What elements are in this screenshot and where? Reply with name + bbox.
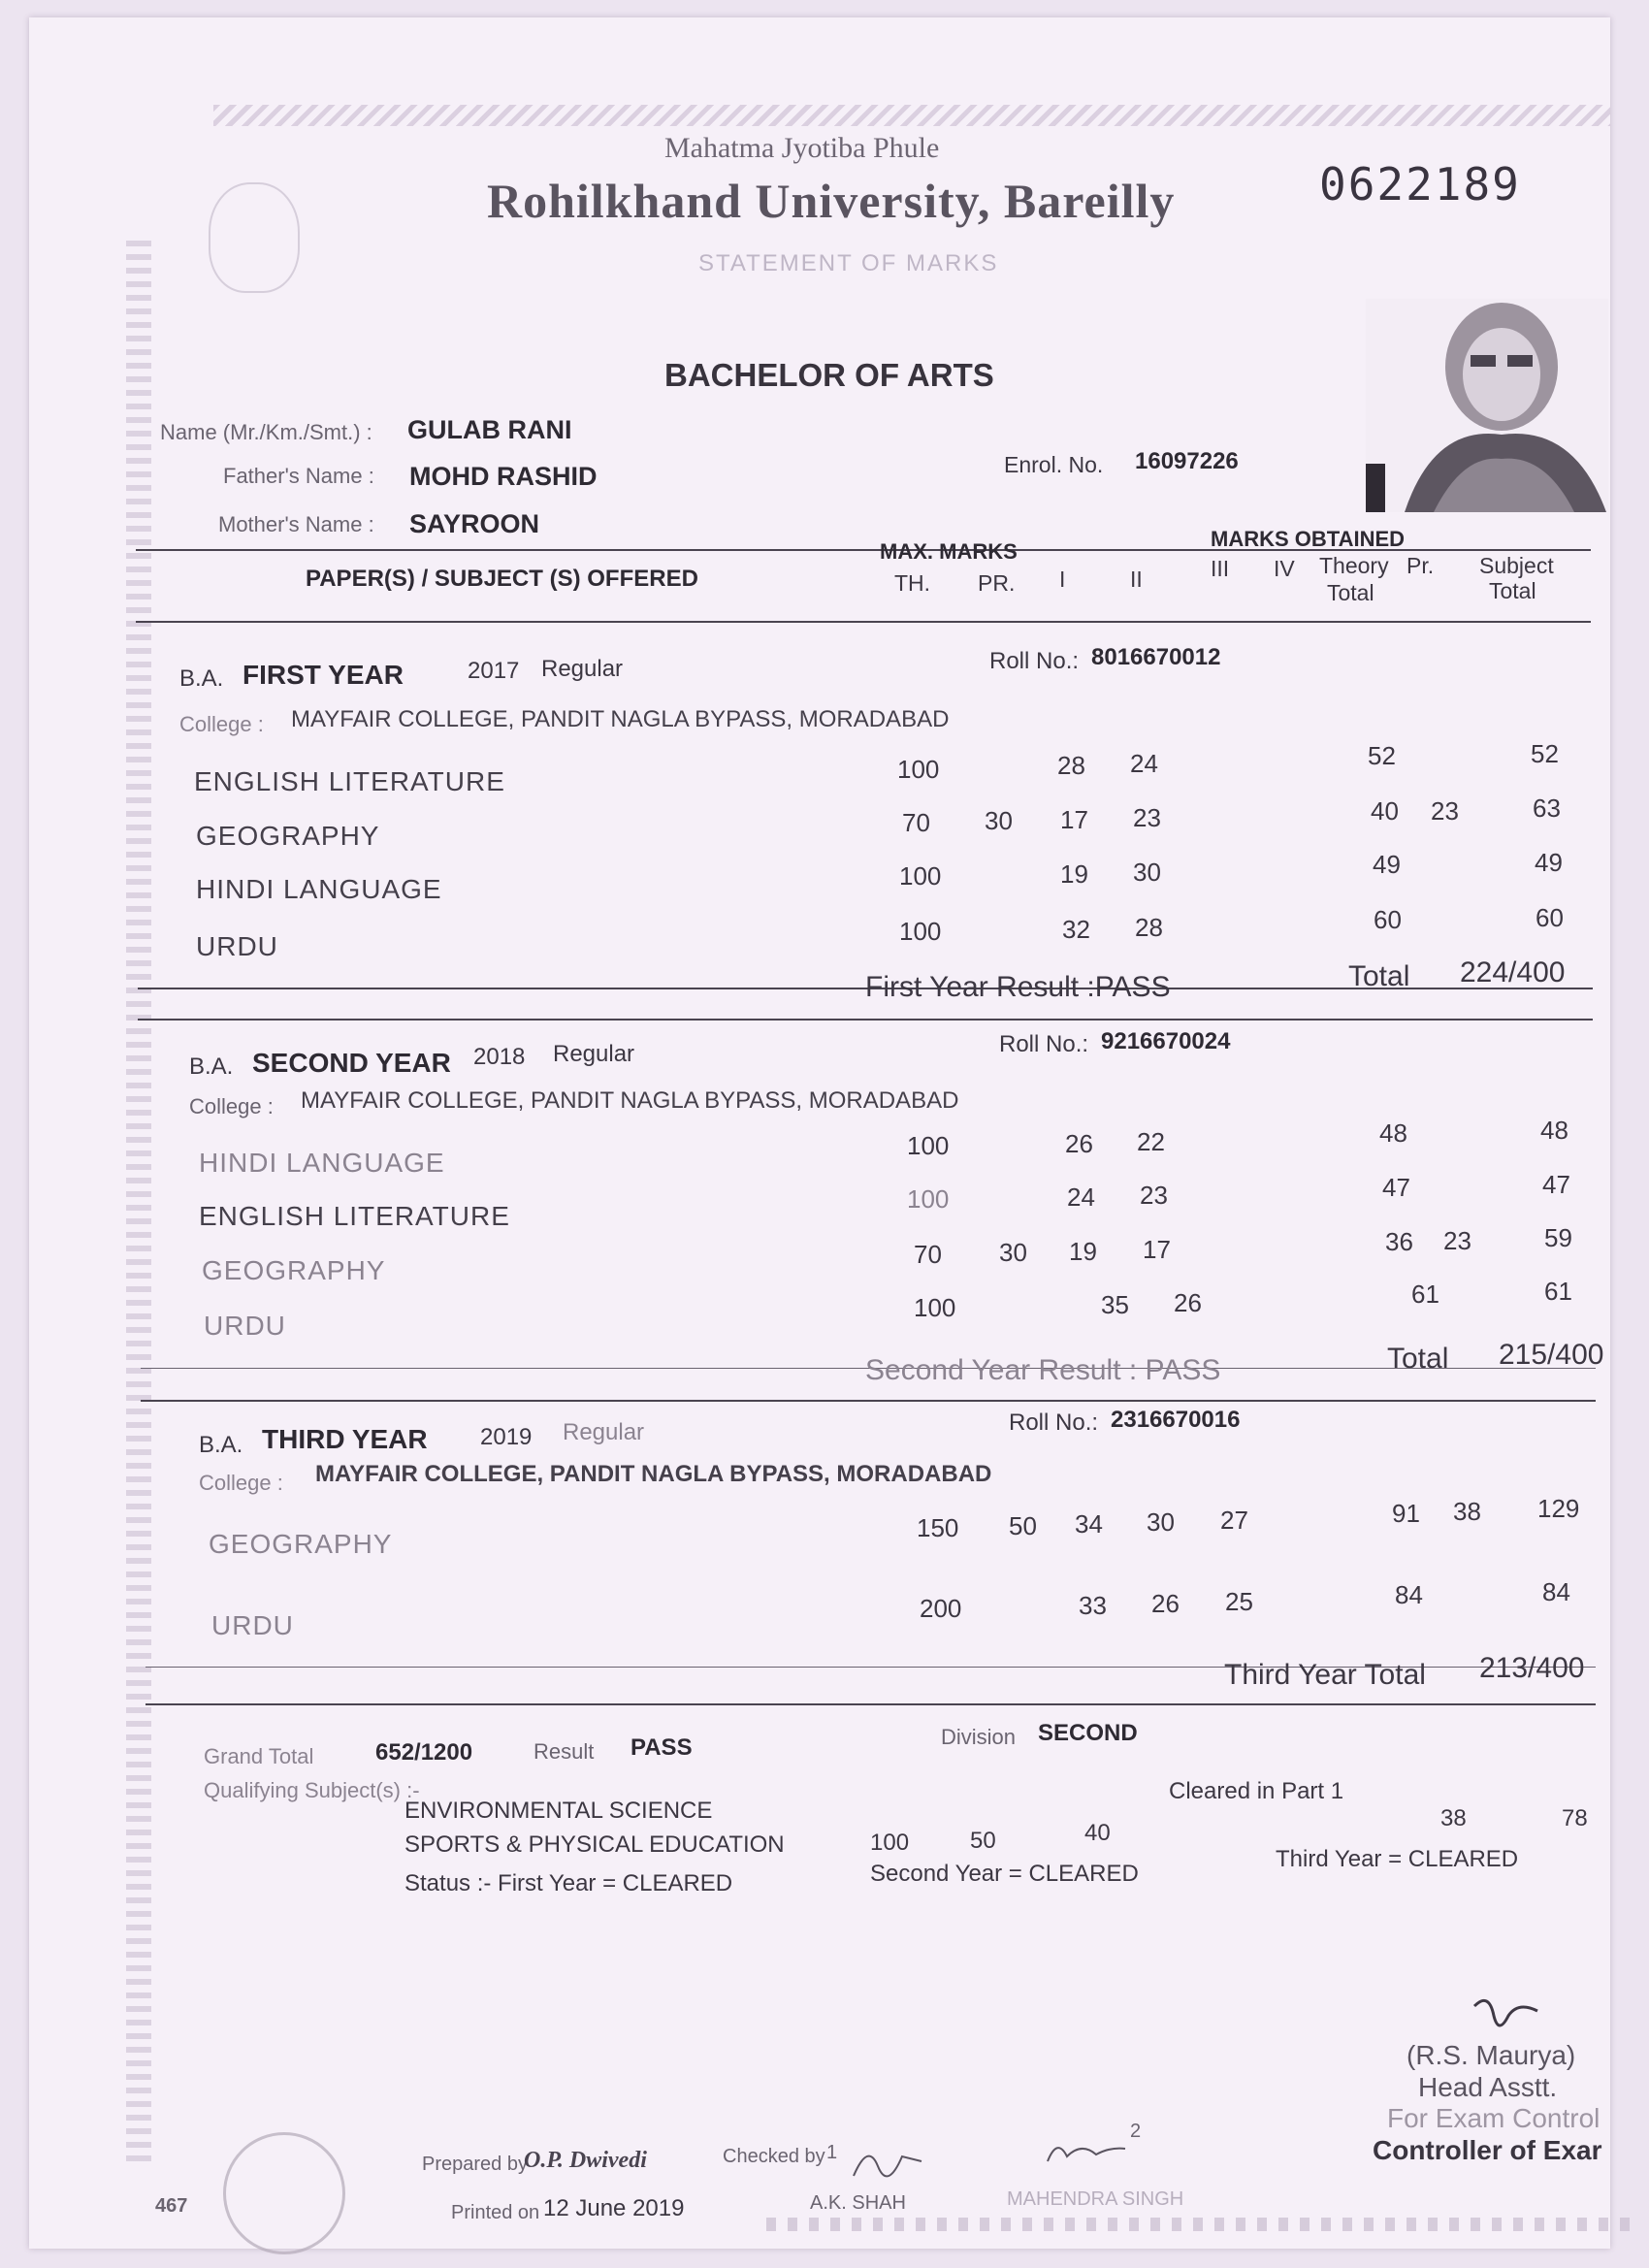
col-pr: PR.	[978, 570, 1016, 596]
theory-total: 47	[1382, 1173, 1410, 1202]
mark-ii: 23	[1133, 803, 1161, 832]
college-name: MAYFAIR COLLEGE, PANDIT NAGLA BYPASS, MORADABAD	[315, 1461, 992, 1487]
mark-ii: 26	[1151, 1589, 1180, 1618]
student-name: GULAB RANI	[407, 415, 572, 444]
theory-total: 91	[1392, 1499, 1420, 1528]
subject-total: 47	[1542, 1170, 1570, 1199]
divider	[136, 621, 1591, 623]
mark-i: 34	[1075, 1509, 1103, 1539]
session: 2017	[468, 658, 520, 684]
max-th: 100	[899, 861, 942, 891]
col-subject: PAPER(S) / SUBJECT (S) OFFERED	[306, 566, 698, 592]
qualifying-label: Qualifying Subject(s) :-	[204, 1778, 420, 1802]
signatory-title-1: Head Asstt.	[1418, 2072, 1558, 2102]
prac-total: 38	[1453, 1497, 1481, 1526]
prac-total: 23	[1443, 1226, 1471, 1255]
course: B.A.	[179, 665, 224, 692]
mark-i: 24	[1067, 1183, 1095, 1212]
mark-iii: 27	[1220, 1506, 1248, 1535]
enrol-number: 16097226	[1135, 448, 1239, 474]
year-result: First Year Result :PASS	[865, 971, 1171, 1003]
prac-total: 23	[1431, 796, 1459, 826]
father-name: MOHD RASHID	[409, 462, 598, 491]
theory-total: 84	[1395, 1580, 1423, 1609]
printed-on: 12 June 2019	[543, 2195, 685, 2221]
subject-name: GEOGRAPHY	[196, 821, 380, 851]
division: SECOND	[1038, 1720, 1138, 1746]
total-label: Total	[1348, 960, 1410, 992]
mark-i: 17	[1060, 805, 1088, 834]
signatory-title-3: Controller of Exar	[1373, 2135, 1602, 2165]
mother-name-label: Mother's Name :	[218, 512, 374, 536]
theory-total: 49	[1373, 850, 1401, 879]
mark-ii: 24	[1130, 749, 1158, 778]
subject-name: URDU	[196, 931, 278, 961]
controller-signature	[1465, 1987, 1542, 2045]
university-emblem-icon	[209, 182, 300, 293]
decorative-border-bottom	[766, 2218, 1639, 2231]
exam-type: Regular	[553, 1041, 635, 1067]
course: B.A.	[199, 1432, 243, 1458]
max-th: 100	[907, 1131, 950, 1160]
subject-total: 129	[1537, 1494, 1580, 1523]
cleared-part: Cleared in Part 1	[1169, 1778, 1344, 1804]
checker-2: MAHENDRA SINGH	[1007, 2188, 1184, 2210]
total-label: Total	[1387, 1343, 1449, 1375]
session: 2018	[473, 1044, 526, 1070]
qualifying-subject-2: SPORTS & PHYSICAL EDUCATION	[404, 1831, 785, 1858]
mark-ii: 17	[1143, 1235, 1171, 1264]
decorative-border-top	[213, 105, 1610, 126]
college-name: MAYFAIR COLLEGE, PANDIT NAGLA BYPASS, MORADABAD	[301, 1087, 959, 1114]
marksheet	[29, 17, 1610, 2249]
subject-total: 59	[1544, 1223, 1572, 1252]
exam-type: Regular	[563, 1419, 645, 1445]
max-pr: 30	[999, 1238, 1027, 1267]
signatory-title-2: For Exam Control	[1387, 2103, 1600, 2133]
serial-number: 0622189	[1319, 158, 1521, 211]
subject-total: 84	[1542, 1577, 1570, 1606]
prepared-by: O.P. Dwivedi	[524, 2148, 647, 2173]
mark-ii: 26	[1174, 1288, 1202, 1317]
qs2-mark-d: 78	[1562, 1805, 1588, 1831]
qualifying-subject-1: ENVIRONMENTAL SCIENCE	[404, 1798, 713, 1824]
roll-number: 2316670016	[1111, 1407, 1241, 1433]
col-i: I	[1059, 567, 1066, 592]
col-pr-obtained: Pr.	[1406, 553, 1435, 578]
max-th: 100	[914, 1293, 956, 1322]
max-th: 150	[917, 1513, 959, 1542]
roll-number: 9216670024	[1101, 1028, 1231, 1054]
signatory-name: (R.S. Maurya)	[1406, 2040, 1576, 2070]
enrol-label: Enrol. No.	[1004, 452, 1104, 477]
mark-ii: 22	[1137, 1127, 1165, 1156]
max-th: 70	[914, 1240, 942, 1269]
student-photo	[1366, 299, 1608, 512]
page-number: 467	[155, 2195, 188, 2217]
theory-total: 48	[1379, 1118, 1407, 1148]
theory-total: 40	[1371, 796, 1399, 826]
mark-i: 26	[1065, 1129, 1093, 1158]
subject-total: 60	[1536, 903, 1564, 932]
subject-name: ENGLISH LITERATURE	[194, 766, 505, 796]
theory-total: 60	[1374, 905, 1402, 934]
degree-title: BACHELOR OF ARTS	[664, 357, 994, 393]
subject-name: URDU	[204, 1311, 286, 1341]
mark-ii: 23	[1140, 1181, 1168, 1210]
year-result: Second Year Result : PASS	[865, 1354, 1221, 1386]
subject-total: 48	[1540, 1116, 1568, 1145]
max-th: 70	[902, 808, 930, 837]
exam-type: Regular	[541, 656, 624, 682]
subject-name: HINDI LANGUAGE	[199, 1148, 445, 1178]
divider	[138, 1019, 1593, 1021]
session: 2019	[480, 1424, 533, 1450]
mark-i: 33	[1079, 1591, 1107, 1620]
prepared-label: Prepared by	[422, 2154, 528, 2175]
grand-total-label: Grand Total	[204, 1744, 314, 1768]
college-name: MAYFAIR COLLEGE, PANDIT NAGLA BYPASS, MORADABAD	[291, 706, 950, 732]
max-th: 100	[899, 917, 942, 946]
col-max-marks: MAX. MARKS	[880, 539, 1018, 564]
mark-ii: 30	[1147, 1507, 1175, 1537]
subject-total: 63	[1533, 794, 1561, 823]
mark-i: 35	[1101, 1290, 1129, 1319]
father-name-label: Father's Name :	[223, 464, 374, 488]
divider	[146, 1703, 1596, 1705]
university-seal-icon	[223, 2132, 345, 2254]
year-total: 213/400	[1479, 1652, 1585, 1684]
decorative-border-left	[126, 241, 151, 2161]
mark-i: 32	[1062, 915, 1090, 944]
roll-label: Roll No.:	[1009, 1409, 1099, 1436]
subject-name: GEOGRAPHY	[209, 1529, 393, 1559]
year-title: THIRD YEAR	[262, 1424, 428, 1454]
division-label: Division	[941, 1725, 1017, 1749]
qs2-max: 100	[870, 1830, 910, 1856]
mark-i: 28	[1057, 751, 1085, 780]
checked-mark: 1	[826, 2142, 838, 2163]
max-pr: 50	[1009, 1511, 1037, 1540]
subject-total: 49	[1535, 848, 1563, 877]
statement-subtitle: STATEMENT OF MARKS	[698, 250, 999, 276]
col-th: TH.	[894, 570, 931, 596]
final-result: PASS	[630, 1734, 693, 1761]
subject-total: 61	[1544, 1277, 1572, 1306]
college-label: College :	[179, 712, 264, 736]
col-subject-total-2: Total	[1489, 578, 1536, 603]
grand-total: 652/1200	[375, 1739, 473, 1766]
year-title: SECOND YEAR	[252, 1048, 451, 1078]
status-third-year: Third Year = CLEARED	[1276, 1846, 1519, 1872]
max-th: 200	[920, 1594, 962, 1623]
college-label: College :	[199, 1471, 283, 1495]
theory-total: 52	[1368, 741, 1396, 770]
mark-ii: 30	[1133, 858, 1161, 887]
col-subject-total-1: Subject	[1479, 553, 1554, 578]
col-iii: III	[1211, 556, 1230, 581]
course: B.A.	[189, 1053, 234, 1080]
subject-name: URDU	[211, 1610, 294, 1640]
header-line1: Mahatma Jyotiba Phule	[664, 132, 940, 164]
university-name: Rohilkhand University, Bareilly	[487, 174, 1176, 228]
col-ii: II	[1130, 567, 1143, 592]
checker-1-signature	[849, 2137, 926, 2186]
max-th: 100	[897, 755, 940, 784]
col-theory: Theory	[1319, 553, 1389, 578]
roll-label: Roll No.:	[989, 648, 1080, 674]
year-total: 224/400	[1460, 956, 1566, 988]
qs2-mark-a: 50	[970, 1828, 996, 1854]
col-theory-total: Total	[1327, 580, 1374, 605]
checked-label: Checked by	[723, 2146, 825, 2167]
qs2-mark-c: 38	[1440, 1805, 1467, 1831]
status-second-year: Second Year = CLEARED	[870, 1861, 1139, 1887]
college-label: College :	[189, 1094, 274, 1118]
checker-1: A.K. SHAH	[810, 2192, 906, 2214]
subject-name: HINDI LANGUAGE	[196, 874, 442, 904]
mark-i: 19	[1069, 1237, 1097, 1266]
divider	[141, 1400, 1596, 1402]
subject-name: ENGLISH LITERATURE	[199, 1201, 510, 1231]
status-first-year: Status :- First Year = CLEARED	[404, 1870, 733, 1896]
mark-ii: 28	[1135, 913, 1163, 942]
max-pr: 30	[985, 806, 1013, 835]
subject-total: 52	[1531, 739, 1559, 768]
col-iv: IV	[1274, 556, 1295, 581]
name-label: Name (Mr./Km./Smt.) :	[160, 420, 372, 444]
mother-name: SAYROON	[409, 509, 540, 538]
mark-iii: 25	[1225, 1587, 1253, 1616]
checker-2-signature	[1043, 2127, 1130, 2176]
theory-total: 61	[1411, 1280, 1439, 1309]
max-th: 100	[907, 1184, 950, 1214]
result-label: Result	[534, 1739, 595, 1764]
printed-label: Printed on	[451, 2202, 540, 2223]
theory-total: 36	[1385, 1227, 1413, 1256]
year-total: 215/400	[1499, 1339, 1604, 1371]
col-marks-obtained: MARKS OBTAINED	[1211, 527, 1406, 551]
total-label: Third Year Total	[1224, 1659, 1426, 1691]
subject-name: GEOGRAPHY	[202, 1255, 386, 1285]
qs2-mark-b: 40	[1084, 1820, 1111, 1846]
roll-number: 8016670012	[1091, 644, 1221, 670]
year-title: FIRST YEAR	[242, 660, 404, 690]
roll-label: Roll No.:	[999, 1031, 1089, 1057]
checker-2-mark: 2	[1130, 2121, 1142, 2142]
mark-i: 19	[1060, 859, 1088, 889]
